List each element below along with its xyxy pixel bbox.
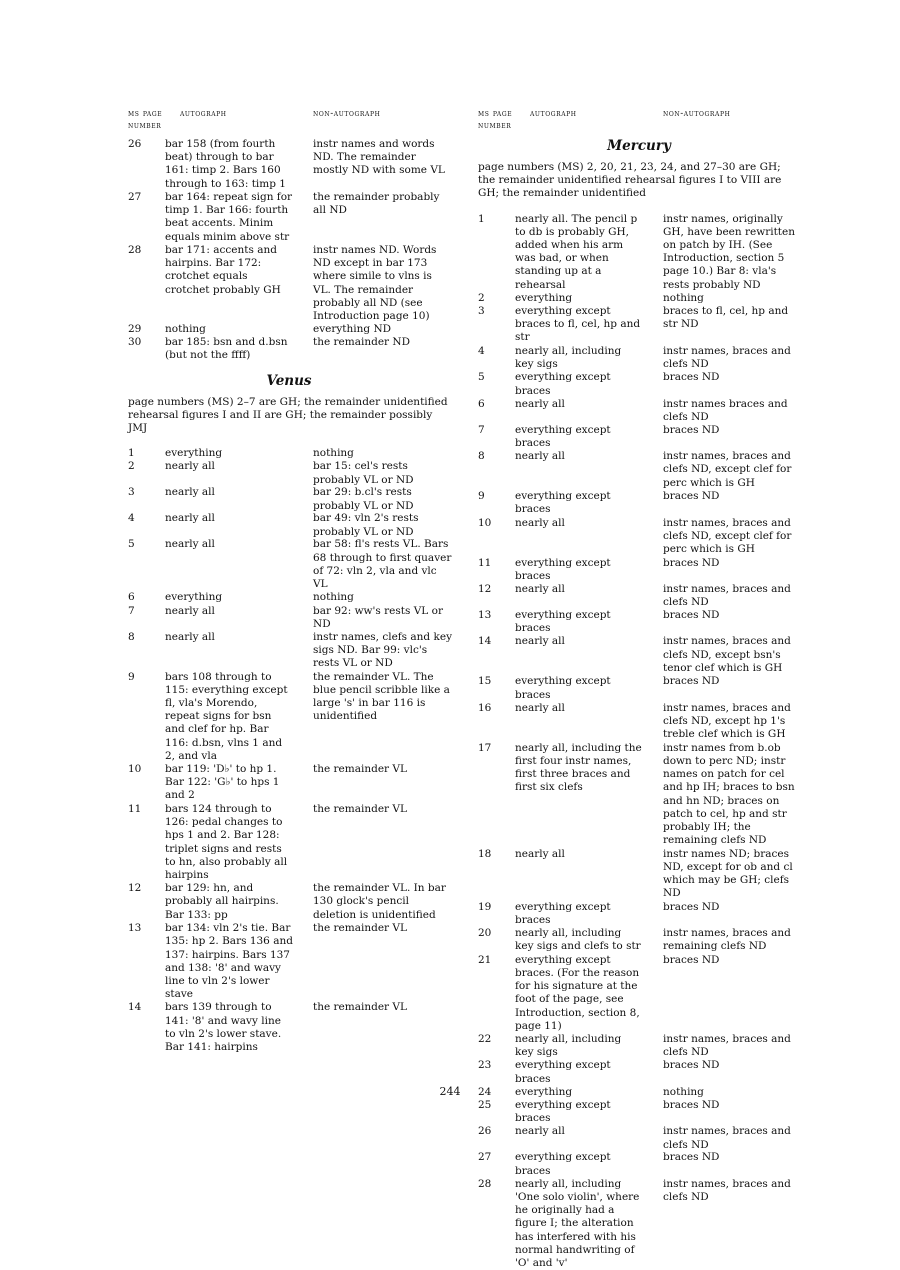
ms-page-number: 10 bbox=[128, 763, 142, 776]
header-non-autograph: non-autograph bbox=[663, 109, 731, 119]
ms-page-number: 26 bbox=[478, 1125, 492, 1138]
table-row bbox=[478, 901, 800, 927]
table-row bbox=[478, 1099, 800, 1125]
autograph-cell: everything except braces bbox=[515, 371, 611, 397]
autograph-cell: nearly all bbox=[165, 538, 215, 551]
table-row bbox=[478, 1151, 800, 1177]
autograph-cell: everything except braces. (For the reason for his signature at the foot of the page, see Introduction, section 8, page 11) bbox=[515, 953, 640, 1032]
ms-page-number: 7 bbox=[128, 604, 135, 617]
non-autograph-cell: braces ND bbox=[663, 490, 720, 503]
saturn-continued-rows bbox=[128, 138, 450, 363]
autograph-cell: nearly all bbox=[165, 604, 215, 617]
non-autograph-cell: the remainder VL bbox=[313, 922, 407, 935]
ms-page-number: 14 bbox=[478, 635, 492, 648]
autograph-cell: nearly all bbox=[165, 512, 215, 525]
left-column bbox=[128, 108, 450, 1054]
header-ms-page: ms page number bbox=[128, 109, 163, 131]
non-autograph-cell: instr names, braces and clefs ND, except clef for perc which is GH bbox=[663, 450, 792, 489]
table-row bbox=[478, 609, 800, 635]
ms-page-number: 9 bbox=[128, 670, 135, 683]
autograph-cell: nearly all bbox=[515, 583, 565, 596]
autograph-cell: everything except braces bbox=[515, 609, 611, 635]
non-autograph-cell: braces ND bbox=[663, 675, 720, 688]
non-autograph-cell: the remainder VL. In bar 130 glock's pencil deletion is unidentified bbox=[313, 882, 446, 921]
ms-page-number: 8 bbox=[128, 630, 135, 643]
page-number: 244 bbox=[439, 1085, 461, 1098]
autograph-cell: bar 185: bsn and d.bsn (but not the ffff) bbox=[165, 336, 288, 362]
table-row bbox=[478, 848, 800, 901]
ms-page-number: 12 bbox=[128, 882, 142, 895]
autograph-cell: nearly all, including 'One solo violin', where he originally had a figure I; the alteration has interfered with his normal handwriting of 'O' and 'v' bbox=[515, 1177, 640, 1269]
non-autograph-cell: braces ND bbox=[663, 1059, 720, 1072]
autograph-cell: bars 124 through to 126: pedal changes to hps 1 and 2. Bar 128: triplet signs and rests to hn, also probably all hairpins bbox=[165, 803, 288, 882]
ms-page-number: 24 bbox=[478, 1085, 492, 1098]
table-row bbox=[128, 1001, 450, 1054]
non-autograph-cell: nothing bbox=[663, 1085, 704, 1098]
ms-page-number: 13 bbox=[128, 922, 142, 935]
ms-page-number: 10 bbox=[478, 516, 492, 529]
table-row bbox=[478, 1033, 800, 1059]
section-title-mercury: Mercury bbox=[607, 138, 671, 154]
autograph-cell: nearly all, including the first four instr names, first three braces and first six clefs bbox=[515, 741, 642, 794]
ms-page-number: 17 bbox=[478, 741, 492, 754]
ms-page-number: 12 bbox=[478, 583, 492, 596]
non-autograph-cell: braces ND bbox=[663, 900, 720, 913]
table-header bbox=[478, 108, 800, 138]
ms-page-number: 8 bbox=[478, 450, 485, 463]
autograph-cell: nearly all bbox=[515, 847, 565, 860]
non-autograph-cell: bar 58: fl's rests VL. Bars 68 through to first quaver of 72: vln 2, vla and vlc VL bbox=[313, 538, 452, 591]
ms-page-number: 28 bbox=[478, 1177, 492, 1190]
ms-page-number: 9 bbox=[478, 490, 485, 503]
non-autograph-cell: instr names braces and clefs ND bbox=[663, 397, 788, 424]
autograph-cell: bar 134: vln 2's tie. Bar 135: hp 2. Bars 136 and 137: hairpins. Bars 137 and 138: '8' and wavy line to vln 2's lower stave bbox=[165, 922, 293, 1001]
table-row bbox=[128, 191, 450, 244]
table-row bbox=[478, 635, 800, 675]
table-row bbox=[478, 1178, 800, 1270]
ms-page-number: 27 bbox=[128, 191, 142, 203]
non-autograph-cell: the remainder VL bbox=[313, 803, 407, 816]
non-autograph-cell: instr names, braces and clefs ND bbox=[663, 1125, 791, 1151]
ms-page-number: 2 bbox=[478, 291, 485, 304]
non-autograph-cell: instr names, braces and clefs ND bbox=[663, 583, 791, 609]
autograph-cell: everything except braces bbox=[515, 1059, 611, 1085]
autograph-cell: nearly all bbox=[165, 486, 215, 499]
non-autograph-cell: instr names, clefs and key sigs ND. Bar 99: vlc's rests VL or ND bbox=[313, 630, 452, 670]
ms-page-number: 19 bbox=[478, 900, 492, 913]
ms-page-number: 23 bbox=[478, 1059, 492, 1072]
autograph-cell: everything bbox=[165, 591, 223, 604]
non-autograph-cell: instr names from b.ob down to perc ND; instr names on patch for cel and hp IH; braces to bsn and hn ND; braces on patch to cel, hp and str probably IH; the remaining clefs ND bbox=[663, 741, 795, 847]
autograph-cell: nearly all bbox=[515, 516, 565, 529]
autograph-cell: everything except braces bbox=[515, 900, 611, 927]
ms-page-number: 11 bbox=[478, 556, 492, 569]
autograph-cell: nearly all bbox=[515, 701, 565, 714]
table-row bbox=[128, 244, 450, 323]
non-autograph-cell: braces ND bbox=[663, 371, 720, 384]
non-autograph-cell: nothing bbox=[313, 447, 354, 460]
table-row bbox=[128, 803, 450, 882]
ms-page-number: 6 bbox=[478, 397, 485, 410]
non-autograph-cell: braces ND bbox=[663, 556, 720, 569]
non-autograph-cell: braces ND bbox=[663, 423, 720, 436]
autograph-cell: everything except braces bbox=[515, 675, 611, 701]
ms-page-number: 26 bbox=[128, 138, 142, 150]
autograph-cell: nearly all bbox=[165, 630, 215, 643]
autograph-cell: nearly all, including key sigs bbox=[515, 345, 622, 371]
non-autograph-cell: everything ND bbox=[313, 323, 392, 335]
table-row bbox=[478, 675, 800, 701]
ms-page-number: 21 bbox=[478, 953, 492, 966]
header-autograph: autograph bbox=[180, 109, 227, 119]
non-autograph-cell: braces to fl, cel, hp and str ND bbox=[663, 305, 789, 331]
autograph-cell: bar 158 (from fourth beat) through to bar 161: timp 2. Bars 160 through to 163: timp 1 bbox=[165, 138, 286, 190]
autograph-cell: everything except braces bbox=[515, 556, 611, 582]
table-row bbox=[128, 538, 450, 591]
non-autograph-cell: nothing bbox=[663, 291, 704, 304]
non-autograph-cell: instr names, braces and clefs ND, except bsn's tenor clef which is GH bbox=[663, 635, 791, 674]
table-row bbox=[478, 424, 800, 450]
ms-page-number: 28 bbox=[128, 244, 142, 256]
ms-page-number: 13 bbox=[478, 609, 492, 622]
ms-page-number: 4 bbox=[478, 345, 485, 358]
autograph-cell: everything bbox=[165, 447, 223, 460]
table-row bbox=[478, 927, 800, 953]
autograph-cell: everything except braces bbox=[515, 1151, 611, 1177]
header-autograph: autograph bbox=[530, 109, 577, 119]
non-autograph-cell: instr names, braces and clefs ND bbox=[663, 345, 791, 371]
ms-page-number: 6 bbox=[128, 591, 135, 604]
table-row bbox=[478, 517, 800, 557]
autograph-cell: bar 119: 'D♭' to hp 1. Bar 122: 'G♭' to hps 1 and 2 bbox=[165, 763, 280, 802]
table-row bbox=[478, 305, 800, 345]
autograph-cell: everything except braces bbox=[515, 490, 611, 516]
autograph-cell: nearly all, including key sigs bbox=[515, 1032, 622, 1059]
table-row bbox=[128, 460, 450, 486]
ms-page-number: 7 bbox=[478, 423, 485, 436]
table-row bbox=[478, 292, 800, 305]
autograph-cell: bars 139 through to 141: '8' and wavy line to vln 2's lower stave. Bar 141: hairpins bbox=[165, 1001, 282, 1054]
ms-page-number: 30 bbox=[128, 336, 142, 349]
header-non-autograph: non-autograph bbox=[313, 109, 381, 119]
autograph-cell: everything bbox=[515, 1085, 573, 1098]
non-autograph-cell: the remainder VL bbox=[313, 1001, 407, 1014]
non-autograph-cell: the remainder VL bbox=[313, 763, 407, 776]
table-row bbox=[128, 323, 450, 336]
table-row bbox=[478, 371, 800, 397]
autograph-cell: nearly all bbox=[515, 450, 565, 463]
non-autograph-cell: braces ND bbox=[663, 609, 720, 622]
non-autograph-cell: bar 92: ww's rests VL or ND bbox=[313, 604, 443, 630]
table-row bbox=[128, 671, 450, 763]
table-row bbox=[128, 486, 450, 512]
table-row bbox=[478, 702, 800, 742]
table-row bbox=[478, 213, 800, 292]
table-header bbox=[128, 108, 450, 138]
non-autograph-cell: bar 49: vln 2's rests probably VL or ND bbox=[313, 512, 419, 538]
table-row bbox=[478, 1059, 800, 1085]
non-autograph-cell: the remainder probably all ND bbox=[313, 191, 440, 217]
ms-page-number: 14 bbox=[128, 1001, 142, 1014]
autograph-cell: everything except braces bbox=[515, 423, 611, 450]
non-autograph-cell: instr names ND; braces ND, except for ob and cl which may be GH; clefs ND bbox=[663, 847, 793, 900]
table-row bbox=[478, 954, 800, 1033]
ms-page-number: 5 bbox=[478, 371, 485, 384]
ms-page-number: 16 bbox=[478, 701, 492, 714]
non-autograph-cell: instr names and words ND. The remainder mostly ND with some VL bbox=[313, 138, 445, 177]
table-row bbox=[478, 345, 800, 371]
non-autograph-cell: braces ND bbox=[663, 1151, 720, 1164]
ms-page-number: 15 bbox=[478, 675, 492, 688]
autograph-cell: bars 108 through to 115: everything except fl, vla's Morendo, repeat signs for bsn and clef for hp. Bar 116: d.bsn, vlns 1 and 2, and vla bbox=[165, 670, 288, 762]
non-autograph-cell: instr names, braces and clefs ND bbox=[663, 1177, 791, 1203]
table-row bbox=[478, 450, 800, 490]
ms-page-number: 18 bbox=[478, 847, 492, 860]
table-row bbox=[128, 447, 450, 460]
ms-page-number: 1 bbox=[128, 447, 135, 460]
mercury-rows bbox=[478, 213, 800, 1270]
autograph-cell: bar 129: hn, and probably all hairpins. Bar 133: pp bbox=[165, 882, 279, 921]
table-row bbox=[478, 490, 800, 516]
table-row bbox=[128, 336, 450, 362]
section-intro-mercury: page numbers (MS) 2, 20, 21, 23, 24, and 27–30 are GH; the remainder unidentified rehearsal figures I to VIII are GH; the remainder unidentified bbox=[478, 161, 782, 200]
table-row bbox=[128, 512, 450, 538]
table-row bbox=[478, 557, 800, 583]
autograph-cell: everything except braces bbox=[515, 1098, 611, 1125]
ms-page-number: 2 bbox=[128, 460, 135, 473]
table-row bbox=[128, 605, 450, 631]
section-title-venus: Venus bbox=[266, 372, 312, 389]
autograph-cell: nearly all bbox=[515, 635, 565, 648]
non-autograph-cell: instr names, braces and clefs ND, except hp 1's treble clef which is GH bbox=[663, 701, 791, 741]
autograph-cell: nearly all. The pencil p to db is probably GH, added when his arm was bad, or when standing up at a rehearsal bbox=[515, 212, 638, 291]
ms-page-number: 3 bbox=[478, 305, 485, 318]
non-autograph-cell: braces ND bbox=[663, 1098, 720, 1111]
table-row bbox=[128, 922, 450, 1001]
table-row bbox=[478, 398, 800, 424]
table-row bbox=[478, 742, 800, 848]
ms-page-number: 22 bbox=[478, 1032, 492, 1045]
autograph-cell: bar 171: accents and hairpins. Bar 172: crotchet equals crotchet probably GH bbox=[165, 244, 281, 296]
ms-page-number: 20 bbox=[478, 927, 492, 940]
table-row bbox=[128, 631, 450, 671]
non-autograph-cell: instr names ND. Words ND except in bar 173 where simile to vlns is VL. The remainder probably all ND (see Introduction page 10) bbox=[313, 244, 437, 323]
table-row bbox=[128, 591, 450, 604]
ms-page-number: 5 bbox=[128, 538, 135, 551]
non-autograph-cell: instr names, originally GH, have been rewritten on patch by IH. (See Introduction, section 5 page 10.) Bar 8: vla's rests probably ND bbox=[663, 212, 795, 291]
non-autograph-cell: the remainder VL. The blue pencil scribble like a large 's' in bar 116 is unidentified bbox=[313, 670, 450, 723]
table-row bbox=[128, 763, 450, 803]
table-row bbox=[128, 882, 450, 922]
header-ms-page: ms page number bbox=[478, 109, 513, 131]
ms-page-number: 3 bbox=[128, 486, 135, 499]
autograph-cell: nearly all bbox=[165, 460, 215, 473]
ms-page-number: 25 bbox=[478, 1098, 492, 1111]
autograph-cell: everything bbox=[515, 291, 573, 304]
table-row bbox=[128, 138, 450, 191]
ms-page-number: 4 bbox=[128, 512, 135, 525]
non-autograph-cell: bar 29: b.cl's rests probably VL or ND bbox=[313, 486, 414, 512]
non-autograph-cell: nothing bbox=[313, 591, 354, 604]
autograph-cell: nearly all bbox=[515, 397, 565, 410]
non-autograph-cell: instr names, braces and clefs ND, except clef for perc which is GH bbox=[663, 516, 792, 556]
non-autograph-cell: bar 15: cel's rests probably VL or ND bbox=[313, 460, 414, 486]
section-intro-venus: page numbers (MS) 2–7 are GH; the remainder unidentified rehearsal figures I and II are GH; the remainder possibly JMJ bbox=[128, 395, 448, 435]
autograph-cell: bar 164: repeat sign for timp 1. Bar 166: fourth beat accents. Minim equals minim above str bbox=[165, 191, 293, 243]
autograph-cell: nothing bbox=[165, 323, 206, 335]
table-row bbox=[478, 583, 800, 609]
non-autograph-cell: braces ND bbox=[663, 953, 720, 966]
ms-page-number: 1 bbox=[478, 212, 485, 225]
ms-page-number: 27 bbox=[478, 1151, 492, 1164]
venus-rows bbox=[128, 447, 450, 1054]
ms-page-number: 11 bbox=[128, 803, 142, 816]
autograph-cell: nearly all, including key sigs and clefs to str bbox=[515, 927, 641, 953]
non-autograph-cell: instr names, braces and clefs ND bbox=[663, 1032, 791, 1059]
autograph-cell: nearly all bbox=[515, 1125, 565, 1138]
ms-page-number: 29 bbox=[128, 323, 142, 335]
autograph-cell: everything except braces to fl, cel, hp and str bbox=[515, 305, 641, 344]
table-row bbox=[478, 1125, 800, 1151]
non-autograph-cell: the remainder ND bbox=[313, 336, 411, 349]
non-autograph-cell: instr names, braces and remaining clefs ND bbox=[663, 927, 791, 953]
